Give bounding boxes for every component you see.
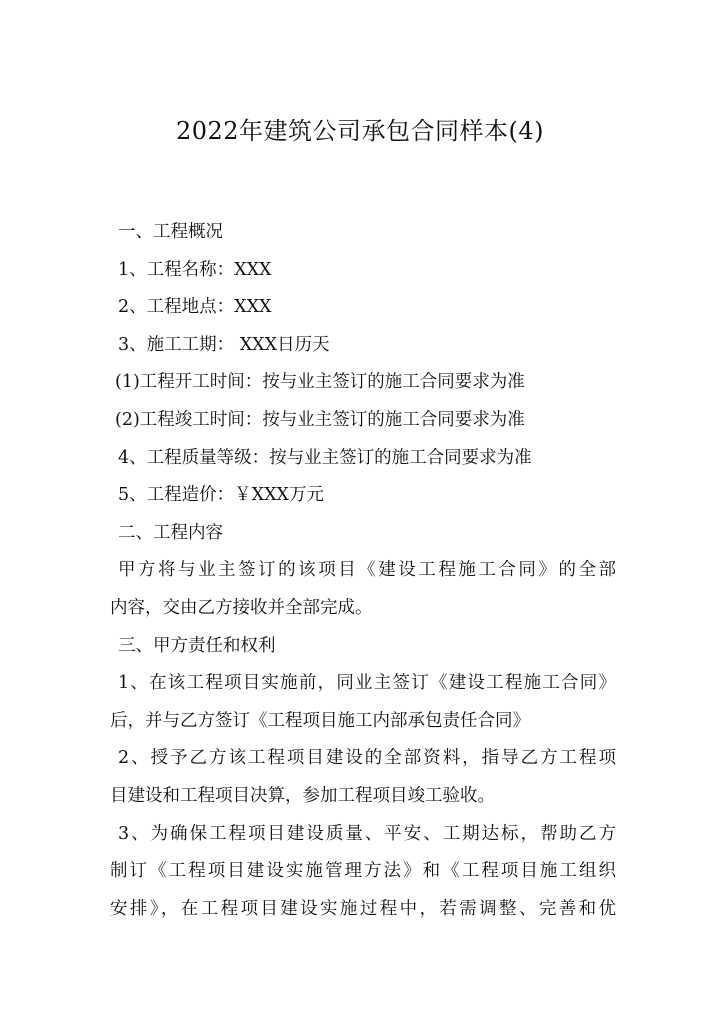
section-heading-content: 二、工程内容 (118, 522, 223, 543)
project-location-line: 2、工程地点：XXX (118, 297, 272, 318)
section-heading-overview: 一、工程概况 (118, 222, 223, 242)
paragraph-line: 后，并与乙方签订《工程项目施工内部承包责任合同》 (110, 710, 530, 731)
project-cost-line: 5、工程造价：￥XXX万元 (118, 485, 325, 506)
completion-time-line: (2)工程竣工时间：按与业主签订的施工合同要求为准 (115, 409, 525, 430)
quality-grade-line: 4、工程质量等级：按与业主签订的施工合同要求为准 (118, 447, 532, 468)
paragraph-line: 3、为确保工程项目建设质量、平安、工期达标，帮助乙方 (118, 823, 616, 844)
paragraph-line: 目建设和工程项目决算，参加工程项目竣工验收。 (110, 785, 495, 806)
start-time-line: (1)工程开工时间：按与业主签订的施工合同要求为准 (115, 372, 525, 393)
construction-period-line: 3、施工工期： XXX日历天 (118, 334, 330, 355)
paragraph-line: 制订《工程项目建设实施管理方法》和《工程项目施工组织 (110, 861, 616, 882)
paragraph-line: 内容，交由乙方接收并全部完成。 (110, 597, 373, 618)
document-body (110, 214, 616, 928)
paragraph-line: 1、在该工程项目实施前，同业主签订《建设工程施工合同》 (118, 673, 616, 694)
project-name-line: 1、工程名称：XXX (118, 259, 272, 280)
section-heading-responsibilities: 三、甲方责任和权利 (118, 635, 276, 656)
paragraph-line: 2、授予乙方该工程项目建设的全部资料，指导乙方工程项 (118, 748, 616, 769)
paragraph-line: 安排》，在工程项目建设实施过程中，若需调整、完善和优 (110, 898, 616, 919)
document-title: 2022年建筑公司承包合同样本(4) (175, 117, 545, 145)
paragraph-line: 甲方将与业主签订的该项目《建设工程施工合同》的全部 (118, 560, 616, 581)
